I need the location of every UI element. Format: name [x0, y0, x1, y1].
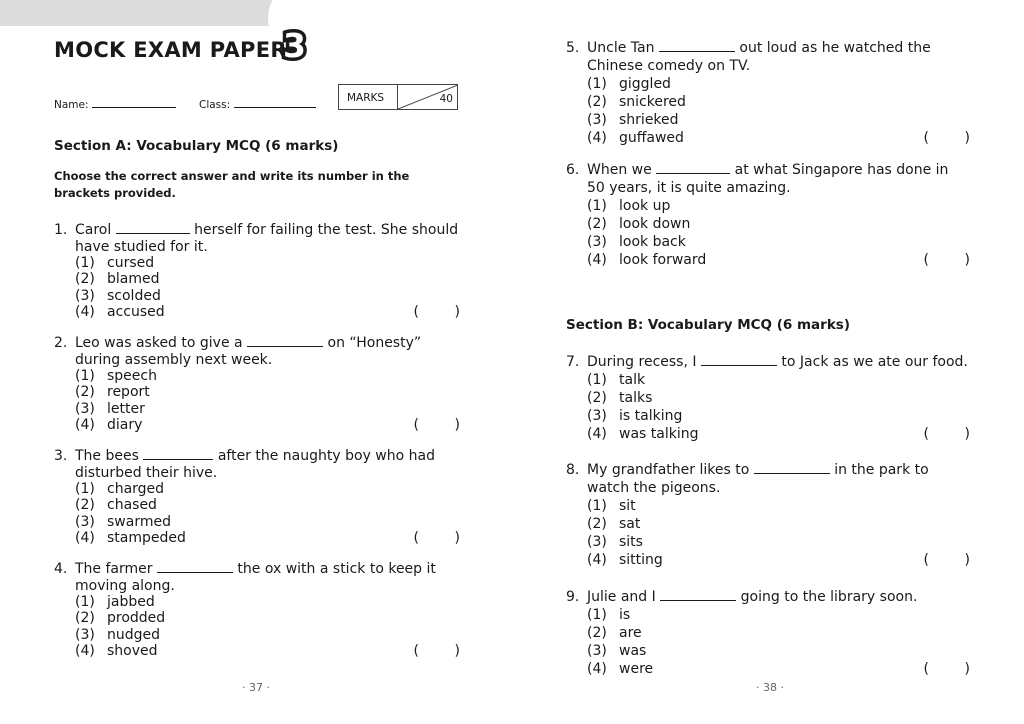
- option-text: are: [619, 625, 642, 641]
- option-text: prodded: [107, 610, 166, 627]
- answer-bracket-1[interactable]: ( ): [413, 303, 460, 320]
- marks-box: [338, 84, 458, 110]
- question-7: [566, 353, 970, 443]
- name-field[interactable]: [54, 99, 176, 111]
- question-text: [75, 335, 460, 368]
- option-text: accused: [107, 303, 165, 320]
- option-item: [587, 215, 970, 233]
- option-item: [587, 407, 970, 425]
- answer-bracket-3[interactable]: ( ): [413, 529, 460, 546]
- question-text: [587, 353, 970, 371]
- option-text: look down: [619, 216, 691, 232]
- options-list: [75, 255, 460, 320]
- option-number: (3): [587, 408, 607, 424]
- option-number: (3): [587, 534, 607, 550]
- option-text: was: [619, 643, 647, 659]
- option-text: guffawed: [619, 130, 684, 146]
- option-item: [75, 643, 460, 659]
- name-blank[interactable]: [92, 107, 176, 108]
- question-text-before: During recess, I: [587, 354, 697, 370]
- option-item: [587, 389, 970, 407]
- options-list: [75, 368, 460, 433]
- answer-blank[interactable]: [157, 572, 233, 573]
- option-text: is talking: [619, 408, 683, 424]
- option-number: (3): [75, 287, 95, 304]
- question-text-before: Julie and I: [587, 589, 656, 605]
- question-text-before: My grandfather likes to: [587, 462, 750, 478]
- option-item: [587, 515, 970, 533]
- option-text: stampeded: [107, 529, 186, 546]
- answer-blank[interactable]: [143, 459, 213, 460]
- option-text: letter: [107, 400, 145, 417]
- option-number: (4): [75, 642, 95, 659]
- option-text: look forward: [619, 252, 707, 268]
- class-label: Class:: [199, 99, 231, 111]
- option-text: speech: [107, 368, 157, 384]
- option-number: (2): [587, 390, 607, 406]
- question-number: 1.: [54, 222, 68, 238]
- option-number: (3): [75, 513, 95, 530]
- instructions: Choose the correct answer and write its number in the brackets provided.: [54, 169, 410, 200]
- option-item: [587, 551, 970, 569]
- class-field[interactable]: [199, 99, 316, 111]
- question-3: [54, 448, 460, 546]
- question-text-before: Uncle Tan: [587, 40, 655, 56]
- option-item: [75, 271, 460, 287]
- answer-bracket-4[interactable]: ( ): [413, 642, 460, 659]
- option-item: [75, 627, 460, 643]
- option-number: (1): [75, 481, 95, 497]
- question-text: [75, 561, 460, 594]
- question-number: 9.: [566, 589, 580, 605]
- question-text-after: on “Honesty” during assembly next week.: [75, 335, 422, 368]
- question-text-before: Leo was asked to give a: [75, 335, 243, 351]
- question-number: 5.: [566, 40, 580, 56]
- option-item: [587, 111, 970, 129]
- option-item: [587, 75, 970, 93]
- option-item: [587, 606, 970, 624]
- option-text: were: [619, 661, 654, 677]
- question-text-before: Carol: [75, 222, 112, 238]
- question-text: [75, 222, 460, 255]
- question-4: [54, 561, 460, 659]
- question-text: [587, 161, 970, 197]
- option-item: [75, 368, 460, 384]
- question-text-before: When we: [587, 162, 652, 178]
- answer-bracket-6[interactable]: ( ): [923, 252, 970, 268]
- question-text-before: The bees: [75, 448, 139, 464]
- section-b-heading: Section B: Vocabulary MCQ (6 marks): [566, 317, 851, 333]
- option-number: (1): [587, 607, 607, 623]
- option-number: (1): [587, 198, 607, 214]
- option-number: (2): [75, 497, 95, 514]
- options-list: [75, 594, 460, 659]
- option-number: (1): [75, 368, 95, 384]
- page-number-right: · 38 ·: [756, 681, 784, 694]
- option-item: [587, 129, 970, 147]
- option-number: (3): [587, 112, 607, 128]
- option-item: [587, 533, 970, 551]
- option-number: (4): [587, 130, 607, 146]
- question-text: [75, 448, 460, 481]
- page-number-left: · 37 ·: [242, 681, 270, 694]
- question-text-after: out loud as he watched the Chinese comedy on TV.: [587, 40, 931, 74]
- option-number: (3): [75, 626, 95, 643]
- options-list: [587, 197, 970, 269]
- option-item: [587, 660, 970, 678]
- question-9: [566, 588, 970, 678]
- option-number: (3): [587, 643, 607, 659]
- option-item: [587, 197, 970, 215]
- option-number: (2): [587, 625, 607, 641]
- option-number: (2): [587, 94, 607, 110]
- answer-blank[interactable]: [116, 233, 190, 234]
- option-number: (4): [75, 303, 95, 320]
- page-title: MOCK EXAM PAPER: [54, 38, 287, 62]
- answer-bracket-8[interactable]: ( ): [923, 552, 970, 568]
- option-item: [587, 497, 970, 515]
- question-text: [587, 461, 970, 497]
- option-number: (3): [75, 400, 95, 417]
- options-list: [587, 75, 970, 147]
- option-text: jabbed: [107, 594, 155, 610]
- question-number: 6.: [566, 162, 580, 178]
- option-number: (2): [75, 271, 95, 288]
- option-number: (4): [587, 661, 607, 677]
- option-number: (4): [587, 426, 607, 442]
- option-text: is: [619, 607, 631, 623]
- answer-blank[interactable]: [660, 600, 736, 601]
- section-a-heading: Section A: Vocabulary MCQ (6 marks): [54, 138, 339, 154]
- option-item: [587, 642, 970, 660]
- question-text-after: in the park to watch the pigeons.: [587, 462, 929, 496]
- question-number: 8.: [566, 462, 580, 478]
- answer-blank[interactable]: [659, 51, 735, 52]
- option-text: shrieked: [619, 112, 679, 128]
- answer-blank[interactable]: [701, 365, 777, 366]
- option-text: talks: [619, 390, 653, 406]
- answer-blank[interactable]: [754, 473, 830, 474]
- option-item: [587, 251, 970, 269]
- answer-bracket-7[interactable]: ( ): [923, 426, 970, 442]
- question-8: [566, 461, 970, 569]
- question-6: [566, 161, 970, 269]
- option-text: cursed: [107, 255, 155, 271]
- option-number: (2): [75, 384, 95, 401]
- option-number: (4): [587, 252, 607, 268]
- option-item: [587, 624, 970, 642]
- option-number: (3): [587, 234, 607, 250]
- options-list: [587, 606, 970, 678]
- option-text: snickered: [619, 94, 686, 110]
- class-blank[interactable]: [234, 107, 316, 108]
- option-number: (2): [587, 216, 607, 232]
- option-item: [75, 610, 460, 626]
- option-text: charged: [107, 481, 165, 497]
- option-item: [587, 93, 970, 111]
- option-number: (4): [587, 552, 607, 568]
- option-item: [75, 255, 460, 271]
- option-text: shoved: [107, 642, 158, 659]
- answer-bracket-2[interactable]: ( ): [413, 416, 460, 433]
- question-1: [54, 222, 460, 320]
- options-list: [75, 481, 460, 546]
- question-number: 4.: [54, 561, 68, 577]
- option-item: [75, 497, 460, 513]
- option-number: (1): [587, 372, 607, 388]
- option-item: [75, 594, 460, 610]
- paper-number-badge: 3: [283, 26, 306, 65]
- question-text: [587, 39, 970, 75]
- option-text: scolded: [107, 287, 161, 304]
- option-item: [75, 514, 460, 530]
- option-item: [75, 288, 460, 304]
- option-text: swarmed: [107, 513, 171, 530]
- options-list: [587, 497, 970, 569]
- option-item: [75, 384, 460, 400]
- option-number: (4): [75, 529, 95, 546]
- option-number: (1): [587, 76, 607, 92]
- option-text: look up: [619, 198, 671, 214]
- question-text-after: to Jack as we ate our food.: [781, 354, 968, 370]
- option-text: blamed: [107, 271, 160, 288]
- option-item: [587, 371, 970, 389]
- question-number: 7.: [566, 354, 580, 370]
- option-number: (4): [75, 416, 95, 433]
- option-number: (2): [587, 516, 607, 532]
- option-item: [75, 401, 460, 417]
- option-text: giggled: [619, 76, 671, 92]
- option-text: was talking: [619, 426, 699, 442]
- option-text: sat: [619, 516, 641, 532]
- question-text: [587, 588, 970, 606]
- option-item: [75, 417, 460, 433]
- option-text: sits: [619, 534, 643, 550]
- option-text: report: [107, 384, 150, 401]
- option-item: [75, 481, 460, 497]
- option-text: diary: [107, 416, 143, 433]
- option-item: [75, 304, 460, 320]
- options-list: [587, 371, 970, 443]
- name-label: Name:: [54, 99, 89, 111]
- option-number: (1): [587, 498, 607, 514]
- question-text-after: after the naughty boy who had disturbed their hive.: [75, 448, 435, 481]
- marks-label: MARKS: [347, 92, 385, 104]
- option-text: look back: [619, 234, 686, 250]
- option-item: [75, 530, 460, 546]
- option-number: (1): [75, 255, 95, 271]
- question-text-after: at what Singapore has done in 50 years, it is quite amazing.: [587, 162, 949, 196]
- answer-blank[interactable]: [247, 346, 323, 347]
- option-text: sitting: [619, 552, 663, 568]
- question-text-after: herself for failing the test. She should have studied for it.: [75, 222, 459, 255]
- option-text: chased: [107, 497, 157, 514]
- option-text: nudged: [107, 626, 161, 643]
- answer-blank[interactable]: [656, 173, 730, 174]
- question-text-after: going to the library soon.: [740, 589, 918, 605]
- option-item: [587, 425, 970, 443]
- question-text-before: The farmer: [75, 561, 153, 577]
- option-text: talk: [619, 372, 646, 388]
- option-number: (1): [75, 594, 95, 610]
- option-text: sit: [619, 498, 636, 514]
- question-2: [54, 335, 460, 433]
- option-number: (2): [75, 610, 95, 627]
- option-item: [587, 233, 970, 251]
- question-number: 2.: [54, 335, 68, 351]
- question-text-after: the ox with a stick to keep it moving along.: [75, 561, 436, 594]
- answer-bracket-5[interactable]: ( ): [923, 130, 970, 146]
- answer-bracket-9[interactable]: ( ): [923, 661, 970, 677]
- question-number: 3.: [54, 448, 68, 464]
- question-5: [566, 39, 970, 147]
- marks-total: 40: [439, 93, 453, 105]
